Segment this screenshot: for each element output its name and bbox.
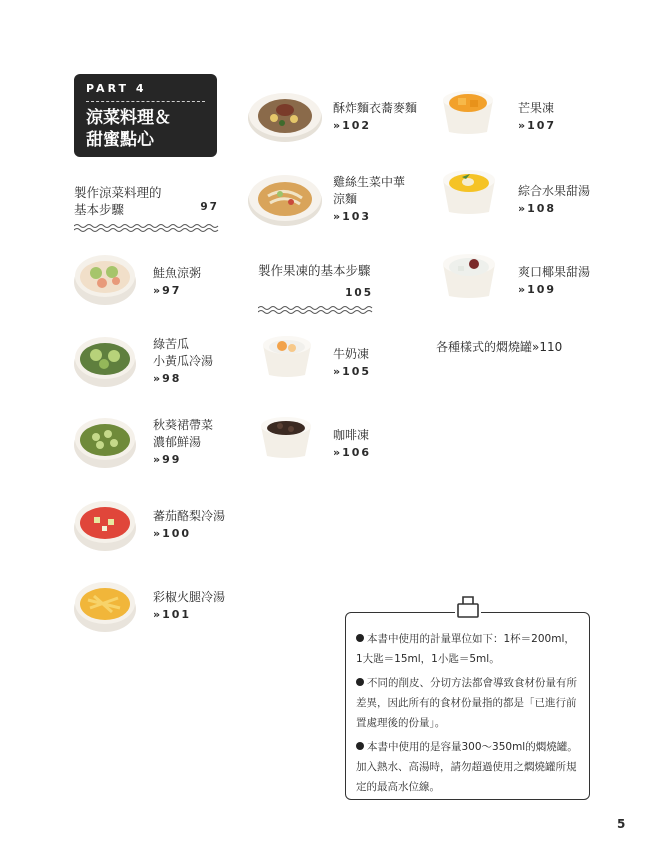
note-line: 本書中使用的是容量300～350ml的燜燒罐。 xyxy=(367,741,578,753)
recipe-item[interactable] xyxy=(440,250,498,304)
recipe-text[interactable] xyxy=(333,346,371,380)
recipe-name: 蕃茄酪梨冷湯 xyxy=(153,509,226,523)
recipe-text[interactable] xyxy=(333,174,405,225)
recipe-page: »109 xyxy=(518,283,557,296)
recipe-page: »98 xyxy=(153,372,182,385)
recipe-page: »97 xyxy=(153,284,182,297)
recipe-name: 涼麵 xyxy=(333,192,358,206)
soba-noodle-bowl-icon xyxy=(246,88,324,144)
recipe-name: 鮭魚涼粥 xyxy=(153,266,202,280)
recipe-text[interactable] xyxy=(153,265,201,299)
section-title: 製作果凍的基本步驟 xyxy=(258,263,371,278)
pepper-ham-soup-bowl-icon xyxy=(72,576,138,634)
coconut-dessert-soup-cup-icon xyxy=(440,250,498,300)
note-line: 不同的削皮、分切方法都會導致食材份量有所 xyxy=(367,677,577,689)
chicken-cold-noodle-bowl-icon xyxy=(246,170,324,228)
bullet-icon xyxy=(356,678,364,686)
note-line: 本書中使用的計量單位如下：1杯＝200ml， xyxy=(367,633,575,645)
note-line: 加入熱水、高湯時，請勿超過使用之燜燒罐所規 xyxy=(356,761,577,773)
recipe-text[interactable] xyxy=(153,417,213,468)
note-line: 1大匙＝15ml，1小匙＝5ml。 xyxy=(356,653,500,665)
page-number: 5 xyxy=(617,817,626,831)
recipe-name: 綜合水果甜湯 xyxy=(518,184,591,198)
recipe-text[interactable] xyxy=(153,336,213,387)
notes-box xyxy=(345,612,590,800)
recipe-item[interactable] xyxy=(440,166,498,220)
note-line: 定的最高水位線。 xyxy=(356,781,440,793)
recipe-name: 咖啡凍 xyxy=(333,428,370,442)
note-line: 置處理後的份量」。 xyxy=(356,717,446,729)
recipe-name: 酥炸麵衣蕎麥麵 xyxy=(333,101,418,115)
recipe-item[interactable] xyxy=(72,495,138,557)
recipe-page: »101 xyxy=(153,608,192,621)
part-header xyxy=(74,74,217,157)
recipe-text[interactable] xyxy=(518,100,556,134)
salmon-porridge-bowl-icon xyxy=(72,250,138,306)
binder-clip-icon xyxy=(455,594,481,620)
recipe-item[interactable] xyxy=(246,88,324,148)
section-page: 97 xyxy=(200,201,219,213)
bitter-melon-soup-bowl-icon xyxy=(72,331,138,389)
section-title-line2: 基本步驟 xyxy=(74,202,125,217)
divider xyxy=(86,101,205,102)
tomato-avocado-soup-bowl-icon xyxy=(72,495,138,553)
recipe-name: 彩椒火腿冷湯 xyxy=(153,590,226,604)
recipe-item[interactable] xyxy=(72,250,138,310)
recipe-page: »106 xyxy=(333,446,372,459)
note-line: 差異，因此所有的食材份量指的都是「已進行前 xyxy=(356,697,577,709)
recipe-item[interactable] xyxy=(72,331,138,393)
note-item xyxy=(356,737,581,797)
recipe-item[interactable] xyxy=(440,88,496,140)
section-page: 105 xyxy=(345,287,373,299)
recipe-page: »100 xyxy=(153,527,192,540)
recipe-page: »103 xyxy=(333,210,372,223)
section-cold-basics[interactable] xyxy=(74,184,219,237)
recipe-text[interactable] xyxy=(333,427,371,461)
note-item xyxy=(356,673,581,733)
wave-divider xyxy=(258,305,373,315)
recipe-text[interactable] xyxy=(518,183,590,217)
recipe-page: »107 xyxy=(518,119,557,132)
recipe-text[interactable] xyxy=(153,589,225,623)
recipe-name: 秋葵裙帶菜 xyxy=(153,418,214,432)
section-title-line1: 製作涼菜料理的 xyxy=(74,185,162,200)
recipe-page: »105 xyxy=(333,365,372,378)
note-item xyxy=(356,629,581,669)
mango-jelly-cup-icon xyxy=(440,88,496,136)
recipe-text[interactable] xyxy=(153,508,225,542)
recipe-item[interactable] xyxy=(260,333,314,383)
recipe-name: 牛奶凍 xyxy=(333,347,370,361)
recipe-name: 小黃瓜冷湯 xyxy=(153,354,214,368)
recipe-name: 爽口椰果甜湯 xyxy=(518,265,591,279)
misc-link[interactable]: 各種樣式的燜燒罐»110 xyxy=(436,340,563,354)
part-title-line1: 涼菜料理＆ xyxy=(86,108,171,128)
recipe-item[interactable] xyxy=(258,414,314,464)
recipe-item[interactable] xyxy=(72,412,138,474)
coffee-jelly-cup-icon xyxy=(258,414,314,460)
section-jelly-basics[interactable] xyxy=(258,262,373,319)
milk-jelly-cup-icon xyxy=(260,333,314,379)
part-label: PART 4 xyxy=(86,82,147,95)
recipe-page: »108 xyxy=(518,202,557,215)
recipe-text[interactable] xyxy=(518,264,590,298)
bullet-icon xyxy=(356,742,364,750)
bullet-icon xyxy=(356,634,364,642)
recipe-page: »102 xyxy=(333,119,372,132)
recipe-text[interactable] xyxy=(333,100,417,134)
recipe-name: 濃郁鮮湯 xyxy=(153,435,202,449)
recipe-item[interactable] xyxy=(72,576,138,638)
part-title-line2: 甜蜜點心 xyxy=(86,130,154,150)
recipe-name: 綠苦瓜 xyxy=(153,337,190,351)
recipe-page: »99 xyxy=(153,453,182,466)
wave-divider xyxy=(74,223,219,233)
recipe-name: 芒果凍 xyxy=(518,101,555,115)
recipe-item[interactable] xyxy=(246,170,324,232)
recipe-name: 雞絲生菜中華 xyxy=(333,175,406,189)
okra-seaweed-soup-bowl-icon xyxy=(72,412,138,470)
fruit-dessert-soup-cup-icon xyxy=(440,166,498,216)
